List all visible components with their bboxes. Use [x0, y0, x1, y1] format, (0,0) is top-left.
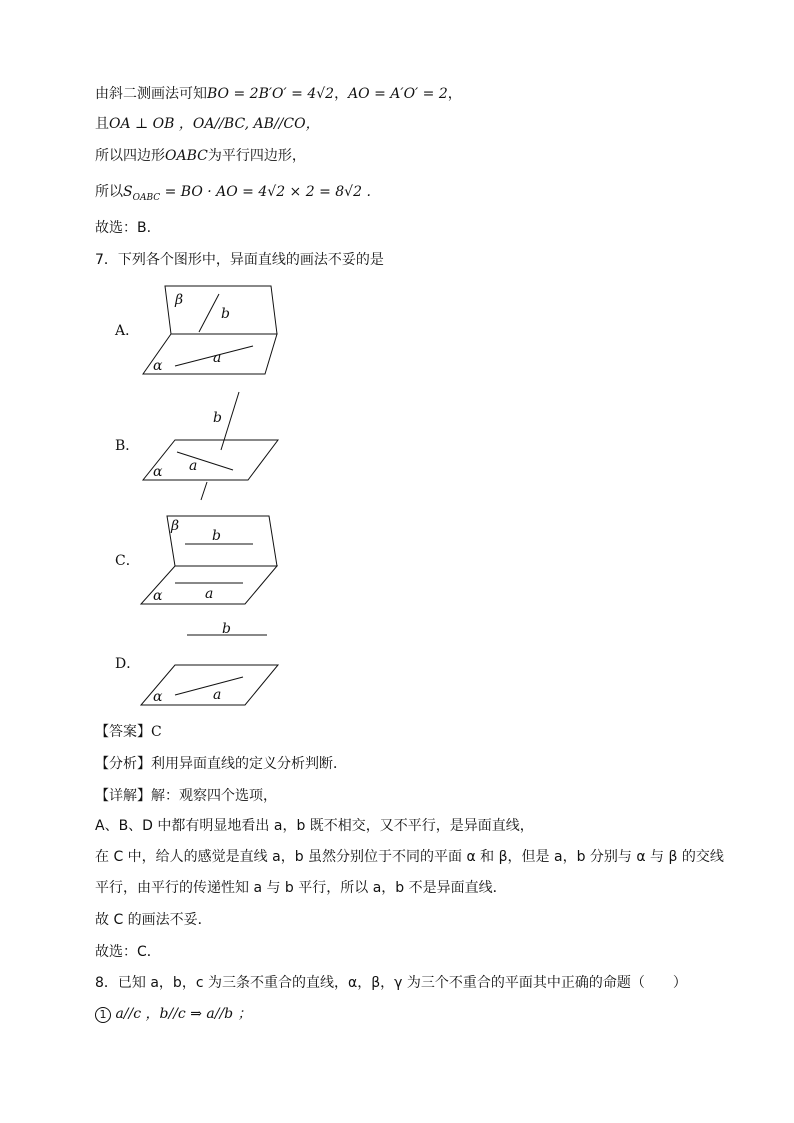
label-b: b — [222, 621, 231, 637]
equation-bo: BO = 2B′O′ = 4√2 — [207, 86, 335, 102]
solution-text: 由斜二测画法可知 — [95, 86, 207, 102]
label-beta: β — [171, 518, 180, 534]
plane-alpha — [143, 440, 278, 480]
analysis-tag: 【分析】 — [95, 756, 151, 772]
label-a: a — [189, 458, 198, 474]
question-7-stem: 7．下列各个图形中，异面直线的画法不妥的是 — [95, 252, 384, 268]
answer-tag: 【答案】 — [95, 724, 151, 740]
quad-name: OABC — [165, 148, 208, 164]
perpendicular-parallel-relations: OA ⊥ OB ，OA//BC, AB//CO， — [109, 116, 320, 132]
plane-beta — [167, 516, 277, 566]
detail-paragraph-1: A、B、D 中都有明显地看出 a，b 既不相交，又不平行，是异面直线， — [95, 818, 534, 834]
area-equation: = BO · AO = 4√2 × 2 = 8√2 . — [160, 184, 371, 200]
detail-conclusion: 故选：C． — [95, 944, 161, 960]
separator: ， — [447, 86, 462, 102]
label-b: b — [212, 528, 221, 544]
detail-paragraph-3: 平行，由平行的传递性知 a 与 b 平行，所以 a，b 不是异面直线． — [95, 880, 507, 896]
area-symbol: S — [123, 184, 133, 200]
solution-text: 且 — [95, 116, 109, 132]
area-subscript: OABC — [132, 192, 161, 203]
detail-paragraph-2: 在 C 中，给人的感觉是直线 a，b 虽然分别位于不同的平面 α 和 β，但是 a，b 分别与 α 与 β 的交线 — [95, 849, 724, 865]
detail-line — [95, 786, 277, 806]
label-beta: β — [175, 292, 184, 308]
label-a: a — [205, 586, 214, 602]
item-1-text: a//c ，b//c ⇒ a//b ； — [115, 1006, 252, 1022]
line-b — [199, 294, 219, 332]
line-b-lower — [201, 482, 207, 500]
line-b-upper — [221, 392, 239, 450]
question-8-stem: 8．已知 a，b，c 为三条不重合的直线，α，β，γ 为三个不重合的平面其中正确的命题（ ） — [95, 975, 687, 991]
equation-ao: AO = A′O′ = 2 — [348, 86, 448, 102]
analysis-line — [95, 754, 347, 774]
label-a: a — [213, 350, 222, 366]
label-a: a — [213, 687, 222, 703]
solution-text: 为平行四边形， — [207, 148, 306, 164]
question-8-item-1 — [95, 1004, 252, 1024]
solution-line-3 — [95, 146, 306, 166]
option-b-figure — [135, 390, 295, 505]
solution-text: 所以 — [95, 184, 123, 200]
label-alpha: α — [153, 358, 163, 374]
option-b-label: B． — [115, 438, 140, 454]
option-d-figure — [135, 615, 295, 710]
label-b: b — [213, 410, 222, 426]
option-d-label: D． — [115, 656, 141, 672]
separator: ， — [334, 86, 349, 102]
analysis-text: 利用异面直线的定义分析判断． — [151, 756, 347, 772]
circled-number: 1 — [95, 1007, 111, 1023]
label-b: b — [221, 306, 230, 322]
label-alpha: α — [153, 588, 163, 604]
option-a-label: A． — [115, 323, 140, 339]
detail-tag: 【详解】 — [95, 788, 151, 804]
line-a — [175, 677, 243, 695]
solution-line-1 — [95, 84, 462, 104]
detail-text: 解：观察四个选项， — [151, 788, 277, 804]
detail-paragraph-4: 故 C 的画法不妥． — [95, 912, 212, 928]
solution-line-4 — [95, 182, 371, 208]
option-c-label: C． — [115, 553, 140, 569]
solution-text: 所以四边形 — [95, 148, 165, 164]
label-alpha: α — [153, 689, 163, 705]
answer-choice-b: 故选：B. — [95, 220, 152, 236]
option-c-figure — [135, 510, 295, 610]
answer-value: C — [151, 724, 162, 740]
line-a — [177, 452, 233, 470]
solution-line-2 — [95, 114, 320, 134]
answer-line — [95, 722, 162, 742]
option-a-figure — [135, 280, 295, 380]
plane-alpha — [143, 334, 277, 374]
label-alpha: α — [153, 464, 163, 480]
